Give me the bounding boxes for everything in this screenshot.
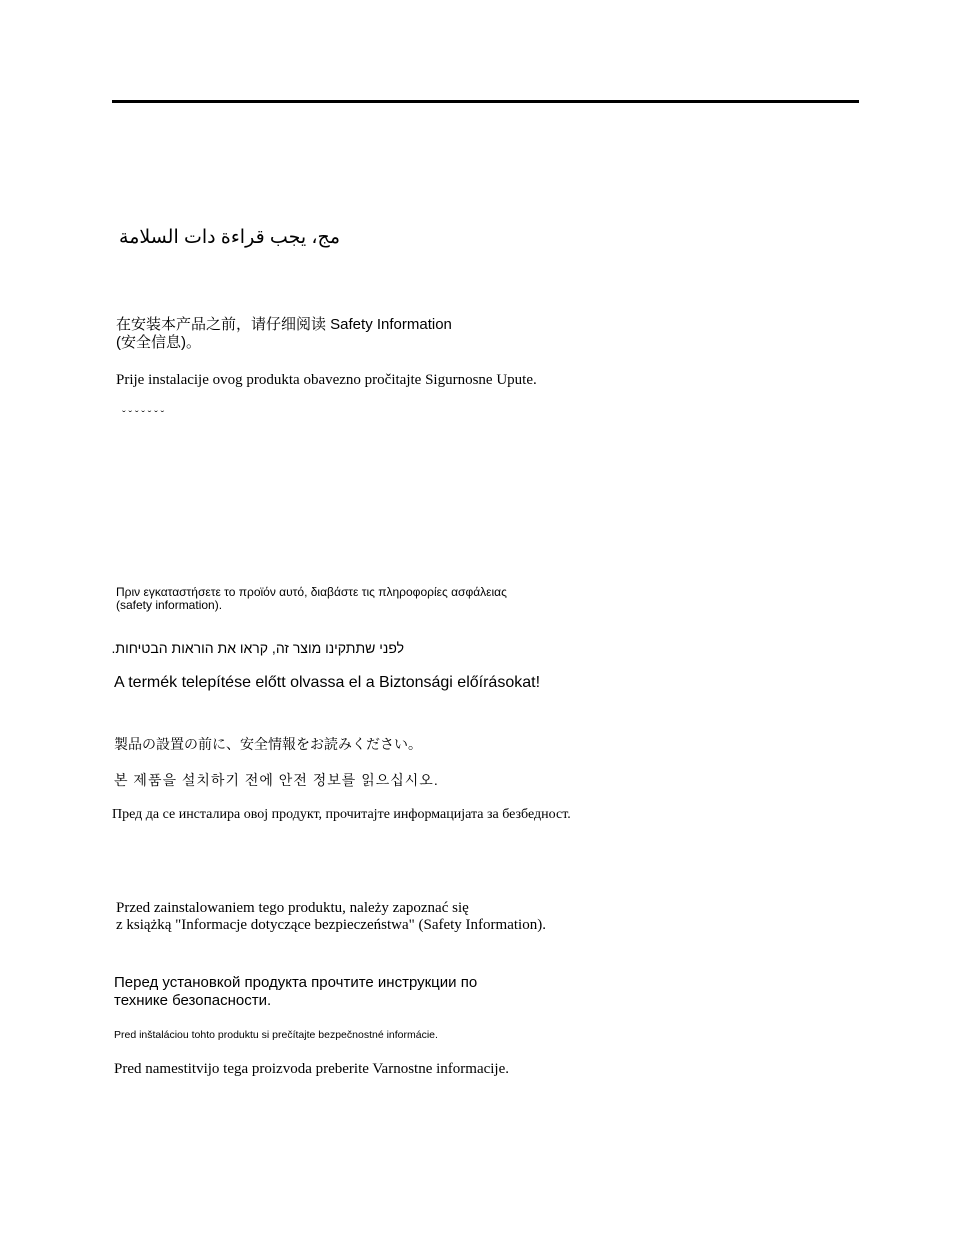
top-rule — [112, 100, 859, 103]
slovenian-notice: Pred namestitvijo tega proizvoda preberite Varnostne informacije. — [114, 1061, 510, 1077]
russian-notice-line2: технике безопасности. — [114, 992, 272, 1009]
hebrew-notice: לפני שתתקינו מוצר זה, קראו את הוראות הבטיחות. — [111, 640, 404, 656]
russian-notice-line1: Перед установкой продукта прочтите инструкции по — [114, 974, 478, 991]
greek-notice-line2: (safety information). — [116, 598, 223, 612]
polish-notice-line1: Przed zainstalowaniem tego produktu, należy zapoznać się — [116, 900, 469, 916]
hungarian-notice: A termék telepítése előtt olvassa el a Biztonsági előírásokat! — [114, 674, 541, 691]
macedonian-notice: Пред да се инсталира овој продукт, прочитајте информацијата за безбедност. — [112, 807, 571, 822]
croatian-notice: Prije instalacije ovog produkta obavezno pročitajte Sigurnosne Upute. — [116, 372, 537, 388]
korean-notice: 본 제품을 설치하기 전에 안전 정보를 읽으십시오. — [114, 772, 439, 788]
greek-notice-line1: Πριν εγκαταστήσετε το προϊόν αυτό, διαβάστε τις πληροφορίες ασφάλειας — [116, 585, 507, 599]
polish-notice-line2: z książką "Informacje dotyczące bezpieczeństwa" (Safety Information). — [116, 917, 546, 933]
arabic-notice: مج، يجب قراءة دات السلامة — [119, 227, 340, 248]
chinese-notice-line1: 在安装本产品之前，请仔细阅读 Safety Information — [116, 316, 452, 333]
czech-notice-fragment: ˇ ˇ ˇ ˇ ˇ ˇ ˇ — [122, 409, 165, 421]
chinese-notice-line2: (安全信息)。 — [116, 334, 201, 351]
slovak-notice: Pred inštaláciou tohto produktu si prečítajte bezpečnostné informácie. — [114, 1029, 438, 1041]
japanese-notice: 製品の設置の前に、安全情報をお読みください。 — [114, 736, 422, 752]
